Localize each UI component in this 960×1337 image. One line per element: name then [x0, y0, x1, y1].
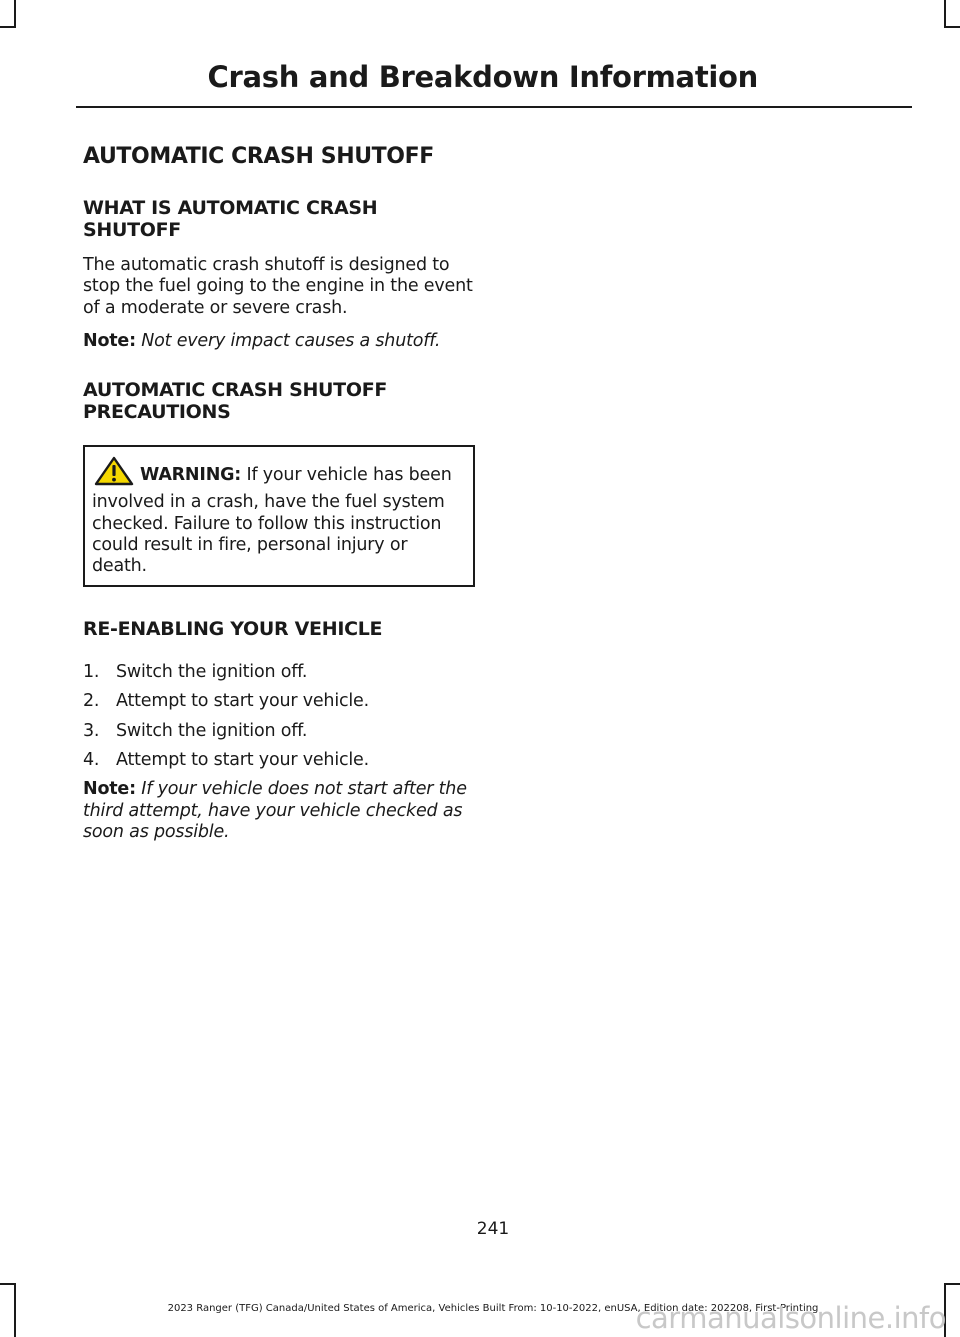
note-text: If your vehicle does not start after the third attempt, have your vehicle checked as soon as possible. — [83, 779, 467, 842]
step-number: 2. — [83, 691, 100, 712]
list-item — [83, 750, 475, 771]
list-item — [83, 691, 475, 712]
step-number: 4. — [83, 749, 100, 770]
list-item — [83, 662, 475, 683]
note-label: Note: — [83, 330, 136, 351]
watermark: carmanualsonline.info — [635, 1301, 946, 1335]
crop-mark-top-right-v — [944, 0, 946, 28]
warning-box — [83, 445, 475, 587]
precautions-heading — [83, 380, 475, 423]
crop-mark-top-right-h — [944, 26, 960, 28]
reenabling-steps — [83, 662, 475, 771]
reenabling-heading: RE-ENABLING YOUR VEHICLE — [83, 617, 383, 640]
header-divider — [76, 106, 912, 108]
warning-label: WARNING: — [140, 464, 242, 485]
what-is-heading-line1: WHAT IS AUTOMATIC CRASH — [83, 197, 378, 220]
crop-mark-top-left-h — [0, 26, 16, 28]
note-text: Not every impact causes a shutoff. — [141, 330, 441, 351]
precautions-heading-line2: PRECAUTIONS — [83, 400, 231, 423]
step-number: 1. — [83, 661, 100, 682]
crop-mark-bottom-left-h — [0, 1283, 16, 1285]
warning-triangle-icon — [94, 456, 134, 492]
content-column — [83, 144, 475, 855]
reenabling-note — [83, 779, 475, 843]
step-number: 3. — [83, 720, 100, 741]
section-title: AUTOMATIC CRASH SHUTOFF — [83, 144, 434, 169]
warning-text: If your vehicle has been involved in a crash, have the fuel system checked. Failure to follow this instruction could result in fire, personal injury or death. — [92, 464, 452, 577]
crop-mark-top-left-v — [14, 0, 16, 28]
what-is-heading-line2: SHUTOFF — [83, 218, 181, 241]
precautions-heading-line1: AUTOMATIC CRASH SHUTOFF — [83, 379, 388, 402]
page-number: 241 — [476, 1219, 510, 1239]
what-is-body: The automatic crash shutoff is designed to stop the fuel going to the engine in the event of a moderate or severe crash. — [83, 254, 473, 318]
list-item — [83, 721, 475, 742]
what-is-heading — [83, 198, 475, 241]
note-label: Note: — [83, 779, 136, 800]
step-text: Attempt to start your vehicle. — [116, 691, 369, 712]
step-text: Attempt to start your vehicle. — [116, 749, 369, 770]
crop-mark-bottom-right-h — [944, 1283, 960, 1285]
step-text: Switch the ignition off. — [116, 720, 308, 741]
page-header-title: Crash and Breakdown Information — [207, 60, 758, 94]
step-text: Switch the ignition off. — [116, 661, 308, 682]
what-is-note — [83, 331, 475, 352]
edition-footer: 2023 Ranger (TFG) Canada/United States of America, Vehicles Built From: 10-10-2022, enUSA, Edition date: 202208, First-Printing — [167, 1303, 819, 1314]
